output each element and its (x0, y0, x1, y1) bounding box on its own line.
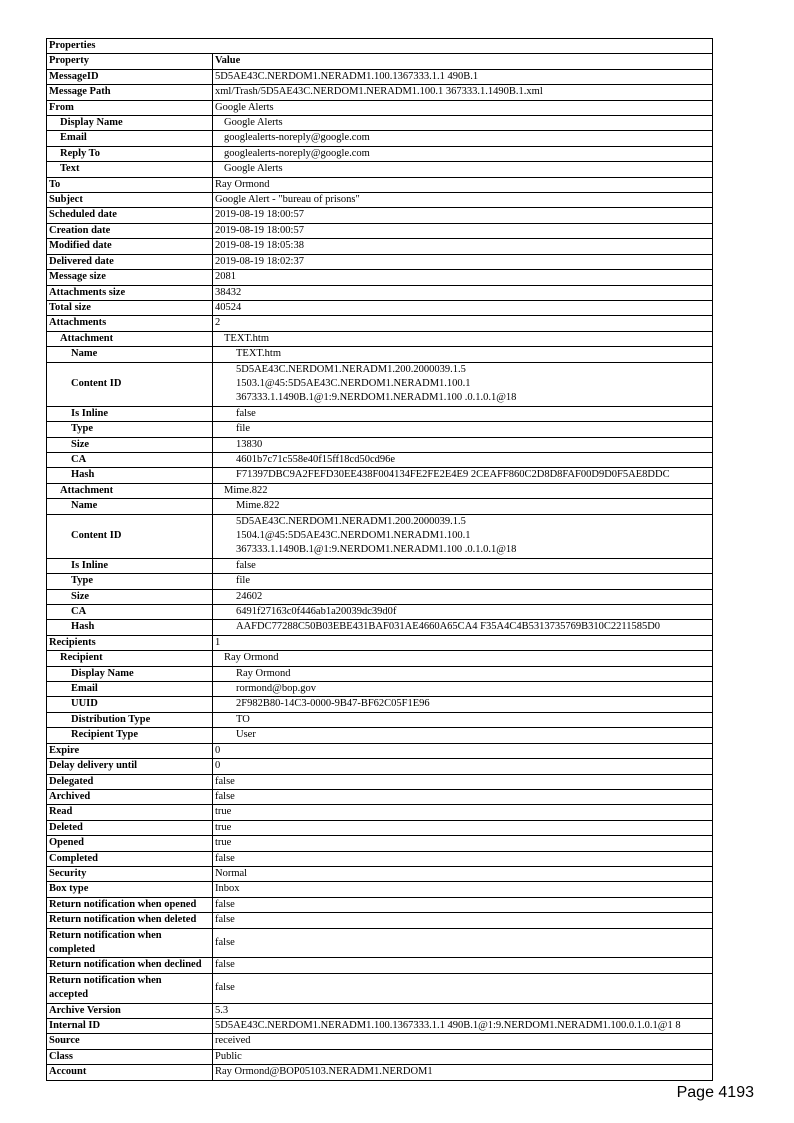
property-name: Security (47, 866, 213, 881)
table-row (47, 789, 713, 804)
property-name: Source (47, 1034, 213, 1049)
table-row (47, 558, 713, 573)
property-name: Distribution Type (47, 712, 213, 727)
property-name: Return notification when opened (47, 897, 213, 912)
table-row (47, 973, 713, 1003)
property-value: Ray Ormond (213, 651, 713, 666)
property-name: Delegated (47, 774, 213, 789)
table-row (47, 682, 713, 697)
table-row (47, 347, 713, 362)
property-value: 4601b7c71c558e40f15ff18cd50cd96e (213, 452, 713, 467)
property-value: Google Alerts (213, 100, 713, 115)
table-row (47, 851, 713, 866)
property-name: From (47, 100, 213, 115)
property-name: Is Inline (47, 406, 213, 421)
table-row (47, 146, 713, 161)
property-value: Ray Ormond@BOP05103.NERADM1.NERDOM1 (213, 1065, 713, 1080)
property-name: Read (47, 805, 213, 820)
property-name: Message size (47, 270, 213, 285)
property-name: Attachments size (47, 285, 213, 300)
table-row (47, 759, 713, 774)
property-name: Text (47, 162, 213, 177)
property-value: 5D5AE43C.NERDOM1.NERADM1.100.1367333.1.1 490B.1 (213, 69, 713, 84)
table-row (47, 666, 713, 681)
property-name: Scheduled date (47, 208, 213, 223)
property-name: Archived (47, 789, 213, 804)
table-row (47, 499, 713, 514)
property-value: Mime.822 (213, 483, 713, 498)
property-name: Delay delivery until (47, 759, 213, 774)
property-value: Google Alerts (213, 116, 713, 131)
column-header-property: Property (47, 54, 213, 69)
table-row (47, 697, 713, 712)
table-row (47, 483, 713, 498)
property-value: TO (213, 712, 713, 727)
table-row (47, 897, 713, 912)
property-name: Is Inline (47, 558, 213, 573)
table-row (47, 468, 713, 483)
property-name: Attachment (47, 331, 213, 346)
property-value: TEXT.htm (213, 347, 713, 362)
property-name: Recipient (47, 651, 213, 666)
property-value: Mime.822 (213, 499, 713, 514)
table-row (47, 805, 713, 820)
property-value: true (213, 820, 713, 835)
property-name: Email (47, 682, 213, 697)
property-value: 2019-08-19 18:00:57 (213, 223, 713, 238)
property-value: false (213, 913, 713, 928)
property-value: 5.3 (213, 1003, 713, 1018)
table-row (47, 100, 713, 115)
property-value: false (213, 851, 713, 866)
property-value: 2019-08-19 18:05:38 (213, 239, 713, 254)
table-row (47, 362, 713, 406)
property-value: true (213, 836, 713, 851)
property-value: googlealerts-noreply@google.com (213, 131, 713, 146)
property-value: User (213, 728, 713, 743)
table-row (47, 300, 713, 315)
property-value: 0 (213, 759, 713, 774)
property-name: Hash (47, 620, 213, 635)
property-value: AAFDC77288C50B03EBE431BAF031AE4660A65CA4 F35A4C4B5313735769B310C2211585D0 (213, 620, 713, 635)
table-row (47, 728, 713, 743)
table-row (47, 1003, 713, 1018)
property-value: 38432 (213, 285, 713, 300)
property-name: Content ID (47, 362, 213, 406)
table-row (47, 285, 713, 300)
table-row (47, 239, 713, 254)
properties-document (46, 38, 712, 1081)
property-name: Class (47, 1049, 213, 1064)
table-row (47, 1065, 713, 1080)
property-name: Modified date (47, 239, 213, 254)
table-row (47, 866, 713, 881)
property-name: Total size (47, 300, 213, 315)
property-name: Expire (47, 743, 213, 758)
property-name: Creation date (47, 223, 213, 238)
table-header-row (47, 54, 713, 69)
table-row (47, 958, 713, 973)
property-value: false (213, 774, 713, 789)
properties-table (46, 38, 713, 1081)
property-value: false (213, 958, 713, 973)
property-name: Opened (47, 836, 213, 851)
property-value: false (213, 928, 713, 958)
table-row (47, 743, 713, 758)
property-value: false (213, 789, 713, 804)
table-row (47, 316, 713, 331)
property-name: Type (47, 574, 213, 589)
property-name: Name (47, 347, 213, 362)
property-name: CA (47, 605, 213, 620)
table-row (47, 774, 713, 789)
table-row (47, 712, 713, 727)
table-row (47, 177, 713, 192)
table-row (47, 635, 713, 650)
table-row (47, 69, 713, 84)
property-value: googlealerts-noreply@google.com (213, 146, 713, 161)
table-row (47, 620, 713, 635)
property-name: Deleted (47, 820, 213, 835)
property-name: Reply To (47, 146, 213, 161)
table-row (47, 589, 713, 604)
table-row (47, 514, 713, 558)
table-row (47, 1034, 713, 1049)
column-header-value: Value (213, 54, 713, 69)
table-row (47, 131, 713, 146)
table-row (47, 605, 713, 620)
property-name: Box type (47, 882, 213, 897)
property-value: rormond@bop.gov (213, 682, 713, 697)
table-row (47, 254, 713, 269)
property-value: Google Alert - "bureau of prisons" (213, 193, 713, 208)
table-title: Properties (47, 39, 713, 54)
table-row (47, 331, 713, 346)
property-value: 0 (213, 743, 713, 758)
property-value: 5D5AE43C.NERDOM1.NERADM1.100.1367333.1.1 490B.1@1:9.NERDOM1.NERADM1.100.0.1.0.1@1 8 (213, 1019, 713, 1034)
property-value: 1 (213, 635, 713, 650)
table-row (47, 1049, 713, 1064)
property-name: Message Path (47, 85, 213, 100)
property-name: Size (47, 437, 213, 452)
table-row (47, 422, 713, 437)
property-value: 5D5AE43C.NERDOM1.NERADM1.200.2000039.1.5 1503.1@45:5D5AE43C.NERDOM1.NERADM1.100.1 367333.1.1490B.1@1:9.NERDOM1.NERADM1.100 .0.1.0.1@18 (213, 362, 713, 406)
property-name: To (47, 177, 213, 192)
table-row (47, 85, 713, 100)
property-value: 2019-08-19 18:00:57 (213, 208, 713, 223)
property-name: Return notification when deleted (47, 913, 213, 928)
property-name: Completed (47, 851, 213, 866)
property-name: Archive Version (47, 1003, 213, 1018)
property-name: Type (47, 422, 213, 437)
property-name: Display Name (47, 666, 213, 681)
property-value: 2081 (213, 270, 713, 285)
table-row (47, 836, 713, 851)
table-row (47, 193, 713, 208)
property-name: UUID (47, 697, 213, 712)
property-name: Recipient Type (47, 728, 213, 743)
property-name: Subject (47, 193, 213, 208)
page-number: Page 4193 (676, 1084, 754, 1101)
property-value: 13830 (213, 437, 713, 452)
property-name: Return notification when completed (47, 928, 213, 958)
property-value: 6491f27163c0f446ab1a20039dc39d0f (213, 605, 713, 620)
property-value: received (213, 1034, 713, 1049)
property-value: Ray Ormond (213, 666, 713, 681)
property-value: false (213, 406, 713, 421)
property-value: Public (213, 1049, 713, 1064)
property-value: 24602 (213, 589, 713, 604)
property-value: TEXT.htm (213, 331, 713, 346)
property-value: file (213, 422, 713, 437)
property-name: Internal ID (47, 1019, 213, 1034)
property-value: false (213, 558, 713, 573)
table-row (47, 452, 713, 467)
property-value: F71397DBC9A2FEFD30EE438F004134FE2FE2E4E9 2CEAFF860C2D8D8FAF00D9D0F5AE8DDC (213, 468, 713, 483)
property-name: Attachments (47, 316, 213, 331)
property-value: 5D5AE43C.NERDOM1.NERADM1.200.2000039.1.5 1504.1@45:5D5AE43C.NERDOM1.NERADM1.100.1 367333.1.1490B.1@1:9.NERDOM1.NERADM1.100 .0.1.0.1@18 (213, 514, 713, 558)
property-value: file (213, 574, 713, 589)
property-name: Return notification when accepted (47, 973, 213, 1003)
property-value: Ray Ormond (213, 177, 713, 192)
property-name: Content ID (47, 514, 213, 558)
table-row (47, 270, 713, 285)
property-name: Hash (47, 468, 213, 483)
property-name: Size (47, 589, 213, 604)
property-name: Display Name (47, 116, 213, 131)
property-name: Email (47, 131, 213, 146)
property-name: Account (47, 1065, 213, 1080)
property-name: CA (47, 452, 213, 467)
table-row (47, 1019, 713, 1034)
property-value: false (213, 973, 713, 1003)
table-row (47, 574, 713, 589)
property-value: 2 (213, 316, 713, 331)
table-row (47, 820, 713, 835)
property-name: Recipients (47, 635, 213, 650)
table-row (47, 223, 713, 238)
property-value: Normal (213, 866, 713, 881)
table-row (47, 651, 713, 666)
table-row (47, 162, 713, 177)
property-value: 2F982B80-14C3-0000-9B47-BF62C05F1E96 (213, 697, 713, 712)
property-value: 2019-08-19 18:02:37 (213, 254, 713, 269)
property-name: MessageID (47, 69, 213, 84)
table-row (47, 928, 713, 958)
property-name: Return notification when declined (47, 958, 213, 973)
property-value: true (213, 805, 713, 820)
table-row (47, 913, 713, 928)
table-row (47, 208, 713, 223)
table-row (47, 882, 713, 897)
table-row (47, 116, 713, 131)
property-name: Attachment (47, 483, 213, 498)
property-name: Delivered date (47, 254, 213, 269)
table-row (47, 437, 713, 452)
property-value: Inbox (213, 882, 713, 897)
property-name: Name (47, 499, 213, 514)
property-value: false (213, 897, 713, 912)
table-title-row (47, 39, 713, 54)
property-value: xml/Trash/5D5AE43C.NERDOM1.NERADM1.100.1 367333.1.1490B.1.xml (213, 85, 713, 100)
table-row (47, 406, 713, 421)
property-value: 40524 (213, 300, 713, 315)
property-value: Google Alerts (213, 162, 713, 177)
